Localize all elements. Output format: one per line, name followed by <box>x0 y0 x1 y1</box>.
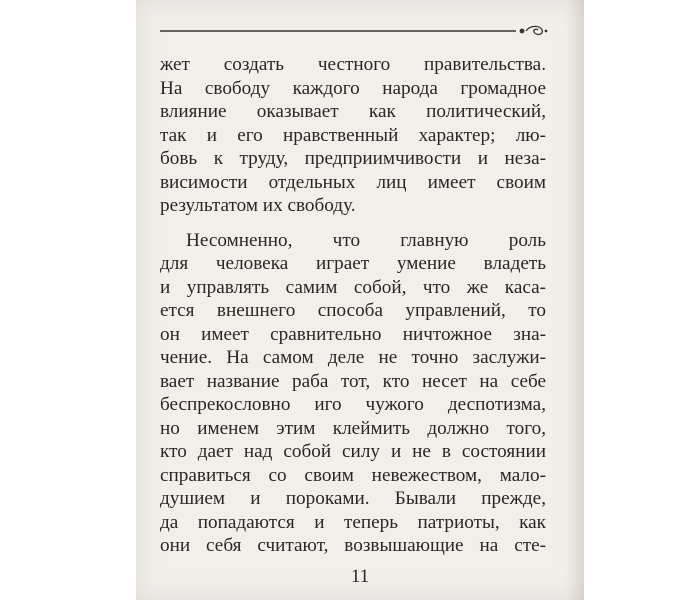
page-edge-shadow <box>566 0 584 600</box>
text-line: справиться со своим невежеством, мало- <box>160 464 546 486</box>
paragraph-spacer <box>160 218 546 229</box>
text-line: На свободу каждого народа громадное <box>160 77 546 99</box>
text-line: висимости отдельных лиц имеет своим <box>160 171 546 193</box>
text-line: вает название раба тот, кто несет на себе <box>160 370 546 392</box>
text-line: влияние оказывает как политический, <box>160 101 546 122</box>
text-line: они себя считают, возвышающие на сте- <box>160 535 546 556</box>
text-line: но именем этим клеймить должно того, <box>160 417 546 439</box>
text-line: ется внешнего способа управлений, то <box>160 300 546 321</box>
text-line: Несомненно, что главную роль <box>186 229 546 251</box>
text-line: кто дает над собой силу и не в состоянии <box>160 441 546 462</box>
text-line: да попадаются и теперь патриоты, как <box>160 511 546 533</box>
text-line: бовь к труду, предприимчивости и неза- <box>160 148 546 169</box>
paragraph-2 <box>160 229 546 558</box>
body-text <box>160 53 546 558</box>
text-line: для человека играет умение владеть <box>160 253 546 274</box>
book-page <box>136 0 584 600</box>
decorative-rule-icon <box>160 24 548 38</box>
page-number: 11 <box>350 566 370 587</box>
text-line: так и его нравственный характер; лю- <box>160 124 546 146</box>
text-line: результатом их свободу. <box>160 195 356 216</box>
text-line: чение. На самом деле не точно заслужи- <box>160 347 546 368</box>
text-line: душием и пороками. Бывали прежде, <box>160 488 546 509</box>
text-line: жет создать честного правительства. <box>160 54 546 75</box>
text-line: он имеет сравнительно ничтожное зна- <box>160 323 546 345</box>
text-line: беспрекословно иго чужого деспотизма, <box>160 394 546 415</box>
text-line: и управлять самим собой, что же каса- <box>160 276 546 298</box>
paragraph-1 <box>160 53 546 218</box>
